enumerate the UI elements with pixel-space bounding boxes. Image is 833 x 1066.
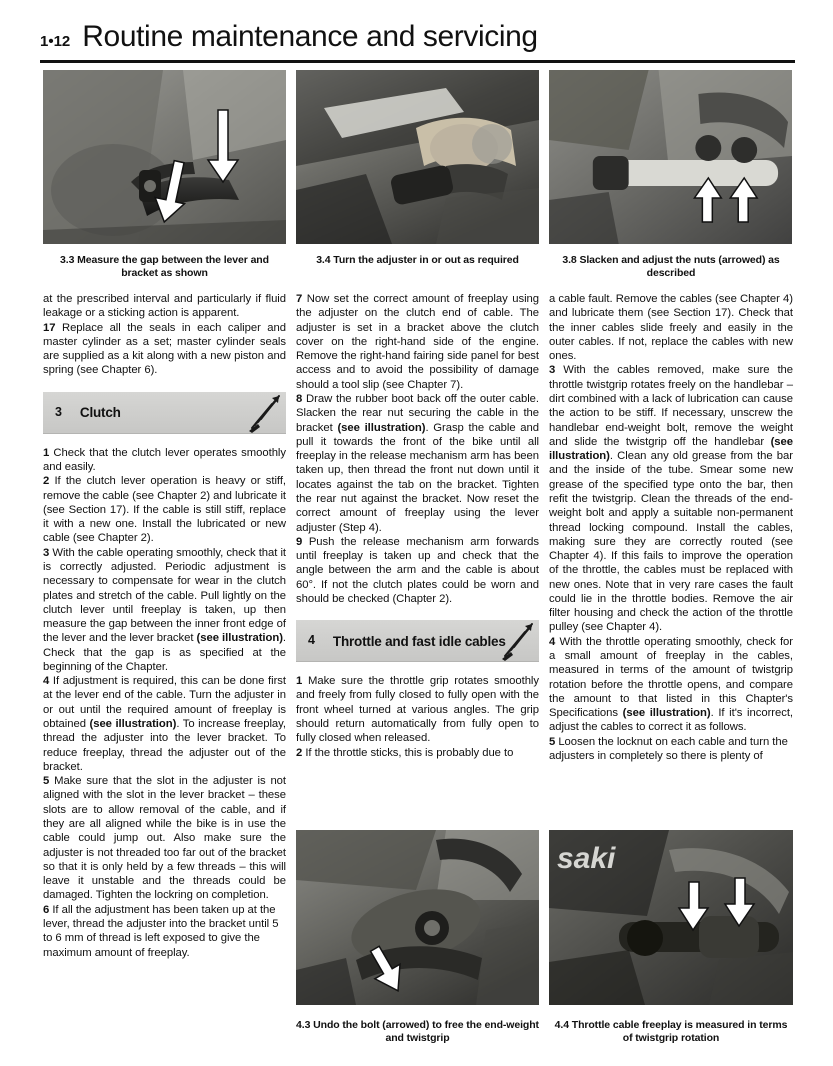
page-number: 1•12 [40,33,71,50]
figure-caption-3-8: 3.8 Slacken and adjust the nuts (arrowed) as described [562,254,780,280]
step-text-b: . If it's incorrect, adjust the cables to correct it as follows. [549,707,793,734]
paragraph-throttle-step-3 [549,363,793,634]
spanner-icon [246,394,280,434]
step-number: 8 [296,392,303,405]
text-column-middle [296,292,539,760]
paragraph-throttle-step-2 [296,746,539,760]
step-number: 4 [43,675,50,688]
step-text-b: . Grasp the cable and pull it towards the front of the bike until all freeplay in the release mechanism arm has been taken up, then thread the front nut down until it locates against the tab on the bracket. Tighten the rear nut against the bracket. Now reset the correct amount of freeplay using the lever adjuster (Step 4). [296,421,539,534]
step-text: Replace all the seals in each caliper and master cylinder as a set; master cylinder seals are supplied as a kit along with a new piston and spring (see Chapter 6). [43,321,286,377]
step-text: Make sure that the slot in the adjuster is not aligned with the slot in the lever bracket – these slots are to allow removal of the cable, and if they are all aligned while the bike is in use the cable could jump out. Also make sure the adjuster is not threaded too far out of the bracket so that it is only held by a few threads – this will leave it unstable and the threads could be damaged. Tighten the lockring on completion. [43,775,286,902]
figure-4-3-photo [296,830,539,1005]
step-text-a: With the cables removed, make sure the throttle twistgrip rotates freely on the handlebar – dirt combined with a lack of lubrication can cause the action to be stiff. If necessary, unscrew the handlebar end-weight bolt, remove the weight and slide the twistgrip off the handlebar [549,364,794,448]
top-figure-row [43,70,793,244]
step-number: 1 [296,675,303,688]
figure-caption-4-3: 4.3 Undo the bolt (arrowed) to free the end-weight and twistgrip [296,1019,539,1045]
step-text-a: If adjustment is required, this can be done first at the lever end of the cable. Turn the adjuster in or out until the required amount of freeplay is obtained [43,675,286,731]
step-text: If the clutch lever operation is heavy or stiff, remove the cable (see Chapter 2) and lubricate it (see Section 17). If the cable is still stiff, replace it with a new one. Install the lubricated or new cable (see Chapter 2). [43,475,286,545]
see-illustration-ref: (see illustration) [196,632,283,645]
paragraph-step-1 [43,446,286,475]
step-text: If the throttle sticks, this is probably due to [305,746,514,759]
step-text: Push the release mechanism arm forwards until freeplay is taken up and check that the angle between the arm and the cable is about 60°. If not the clutch plates could be worn and should be checked (Chapter 2). [296,535,540,605]
see-illustration-ref: (see illustration) [549,435,793,463]
step-number: 2 [43,475,50,488]
paragraph-throttle-step-4 [549,635,793,735]
paragraph-step-5 [43,774,286,903]
step-number: 5 [549,735,556,748]
step-text-a: With the cable operating smoothly, check that it is correctly adjusted. Periodic adjustment is necessary to compensate for wear in the clutch plates and stretch of the cable. Pull lightly on the clutch lever until freeplay is taken, up then measure the gap between the inner front edge of the lever and the lever bracket [43,546,286,645]
see-illustration-ref: (see illustration) [89,718,177,731]
step-number: 6 [43,903,50,916]
text-column-left [43,292,286,960]
paragraph-throttle-step-1 [296,674,539,745]
step-text: Check that the clutch lever operates smoothly and easily. [43,446,286,473]
paragraph-intro [43,292,286,321]
text-column-right [549,292,793,763]
section-number: 3 [55,404,62,419]
section-title: Clutch [79,405,121,421]
step-number: 4 [549,635,556,648]
step-number: 3 [43,546,50,559]
step-number: 9 [296,535,303,548]
step-text: Make sure the throttle grip rotates smoothly and freely from fully closed to fully open with the front wheel turned at various angles. The grip should return automatically from fully open to fully closed when released. [296,675,539,745]
step-text-b: . Check that the gap is as specified at the beginning of the Chapter. [43,632,286,673]
step-text: If all the adjustment has been taken up at the lever, thread the adjuster into the bracket until 5 to 6 mm of thread is left exposed to give the maximum amount of freeplay. [43,903,279,959]
step-number: 2 [296,746,303,759]
figure-caption-4-4: 4.4 Throttle cable freeplay is measured in terms of twistgrip rotation [554,1019,788,1045]
step-text: Now set the correct amount of freeplay using the adjuster on the clutch end of cable. The adjuster is set in a bracket above the clutch cover on the right-hand side of the engine. Remove the right-hand fairing side panel for best access and to avoid the possibility of damage should a tool slip (see Chapter 7). [296,293,540,391]
section-title: Throttle and fast idle cables [332,633,506,649]
paragraph-step-3 [43,546,286,675]
see-illustration-ref: (see illustration) [337,421,426,434]
paragraph-step-8 [296,392,539,535]
figure-3-4-photo [296,70,539,244]
continuation-text: a cable fault. Remove the cables (see Chapter 4) and lubricate them (see Section 17). Check that the inner cables slide freely and easily in the outer cables. If not, replace the cables with new ones. [549,293,793,363]
figure-caption-3-4: 3.4 Turn the adjuster in or out as required [316,254,519,266]
step-text-b: . Clean any old grease from the bar and the inside of the tube. Smear some new grease of the specified type onto the bar, then refit the twistgrip. Clean the threads of the end-weight bolt and apply a suitable non-permanent thread locking compound. Install the cables, making sure they are correctly routed (see Chapter 4). If this fails to improve the operation of the throttle, the cables must be replaced with new ones. Note that in very rare cases the fault could lie in the throttle bodies. Remove the air filter housing and check the action of the throttle pulley (see Chapter 4). [549,450,793,634]
paragraph-step-9 [296,535,539,606]
step-text: Loosen the locknut on each cable and turn the adjusters in completely so there is plenty of [549,735,788,762]
step-number: 7 [296,293,303,305]
paragraph-step-4 [43,674,286,774]
figure-4-4-photo [549,830,793,1005]
figure-3-8-photo [549,70,792,244]
paragraph-step-7 [296,292,539,392]
page-header [40,22,795,52]
section-number: 4 [308,633,315,648]
step-text-b: . To increase freeplay, thread the adjuster into the lever bracket. To reduce freeplay, thread the adjuster out of the bracket. [43,718,286,773]
section-header-throttle [296,620,539,662]
spanner-icon [499,622,533,662]
step-number: 5 [43,775,50,788]
paragraph-step-6 [43,903,286,960]
step-number: 3 [549,364,556,377]
step-text-a: With the throttle operating smoothly, check for a small amount of freeplay in the cables, measured in terms of the amount of twistgrip rotation before the throttle opens, and compare the amount to that listed in this Chapter's Specifications [549,635,794,720]
page-title: Routine maintenance and servicing [82,20,538,53]
step-number: 17 [43,321,56,334]
see-illustration-ref: (see illustration) [622,707,711,720]
figure-caption-3-3: 3.3 Measure the gap between the lever and bracket as shown [60,254,269,280]
paragraph-step-17 [43,321,286,378]
paragraph-continuation [549,292,793,363]
paragraph-step-2 [43,474,286,545]
step-text-a: Draw the rubber boot back off the outer cable. Slacken the rear nut securing the cable in the bracket [296,392,539,434]
header-rule [40,60,795,63]
paragraph-throttle-step-5 [549,735,793,764]
svg-text:saki: saki [557,842,616,875]
intro-text: at the prescribed interval and particularly if fluid leakage or a sticking action is apparent. [43,293,286,320]
figure-3-3-photo [43,70,286,244]
step-number: 1 [43,446,50,459]
section-header-clutch [43,392,286,434]
